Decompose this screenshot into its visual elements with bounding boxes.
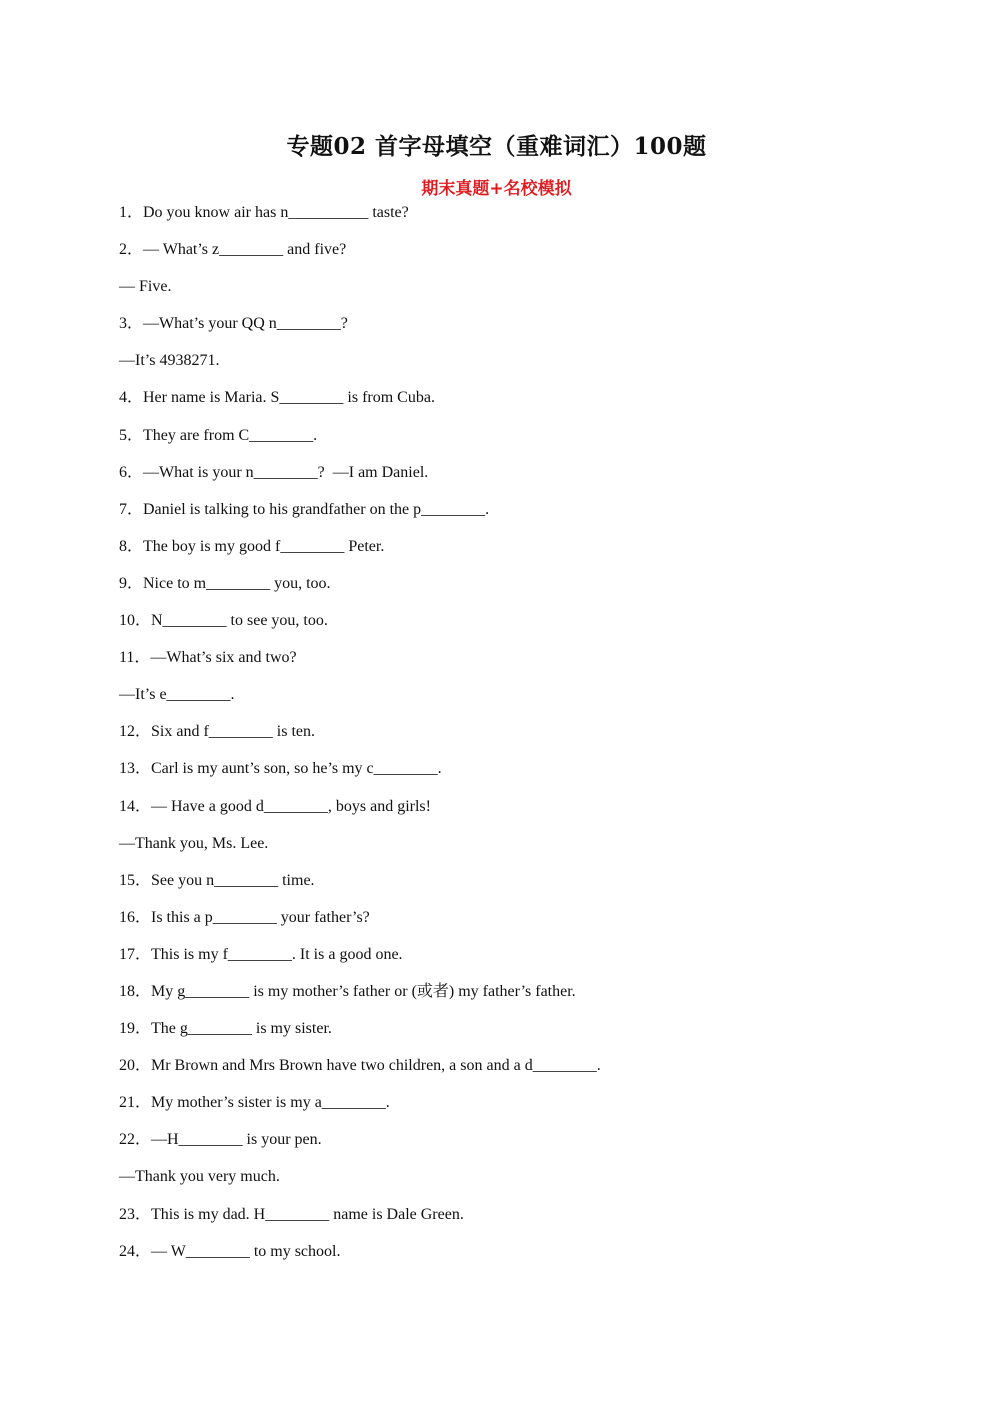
question-line: 9．Nice to m________ you, too. (119, 574, 331, 592)
question-line: 10．N________ to see you, too. (119, 612, 328, 630)
question-line: 20．Mr Brown and Mrs Brown have two children, a son and a d________. (119, 1057, 601, 1075)
question-line: 1．Do you know air has n__________ taste? (119, 204, 409, 221)
question-list (119, 200, 879, 1276)
page-title: 专题02 首字母填空（重难词汇）100题 (286, 133, 707, 160)
question-line: 21．My mother’s sister is my a________. (119, 1094, 390, 1112)
question-line: 12．Six and f________ is ten. (119, 723, 315, 741)
answer-line: —It’s 4938271. (119, 352, 220, 370)
question-line: 23．This is my dad. H________ name is Dale Green. (119, 1205, 464, 1223)
question-line: 24．— W________ to my school. (119, 1242, 341, 1260)
question-line: 14．— Have a good d________, boys and girls! (119, 797, 431, 815)
question-line: 2．— What’s z________ and five? (119, 241, 347, 259)
question-line: 19．The g________ is my sister. (119, 1020, 332, 1038)
question-line: 8．The boy is my good f________ Peter. (119, 537, 385, 555)
question-line: 6．—What is your n________? —I am Daniel. (119, 463, 429, 481)
question-line: 15．See you n________ time. (119, 871, 315, 889)
question-line: 3．—What’s your QQ n________? (119, 315, 348, 333)
page-subtitle: 期末真题+名校模拟 (421, 179, 572, 199)
question-line: 13．Carl is my aunt’s son, so he’s my c________. (119, 760, 442, 778)
question-line: 4．Her name is Maria. S________ is from Cuba. (119, 389, 435, 407)
question-line: 18．My g________ is my mother’s father or (或者) my father’s father. (119, 982, 576, 1000)
question-line: 7．Daniel is talking to his grandfather on the p________. (119, 500, 490, 518)
answer-line: —It’s e________. (119, 686, 235, 704)
question-line: 16．Is this a p________ your father’s? (119, 908, 370, 926)
answer-line: — Five. (119, 278, 172, 296)
question-line: 22．—H________ is your pen. (119, 1131, 322, 1149)
question-line: 5．They are from C________. (119, 426, 318, 444)
answer-line: —Thank you, Ms. Lee. (119, 834, 269, 852)
question-line: 17．This is my f________. It is a good one. (119, 945, 403, 963)
question-line: 11．—What’s six and two? (119, 649, 297, 667)
answer-line: —Thank you very much. (119, 1168, 280, 1186)
